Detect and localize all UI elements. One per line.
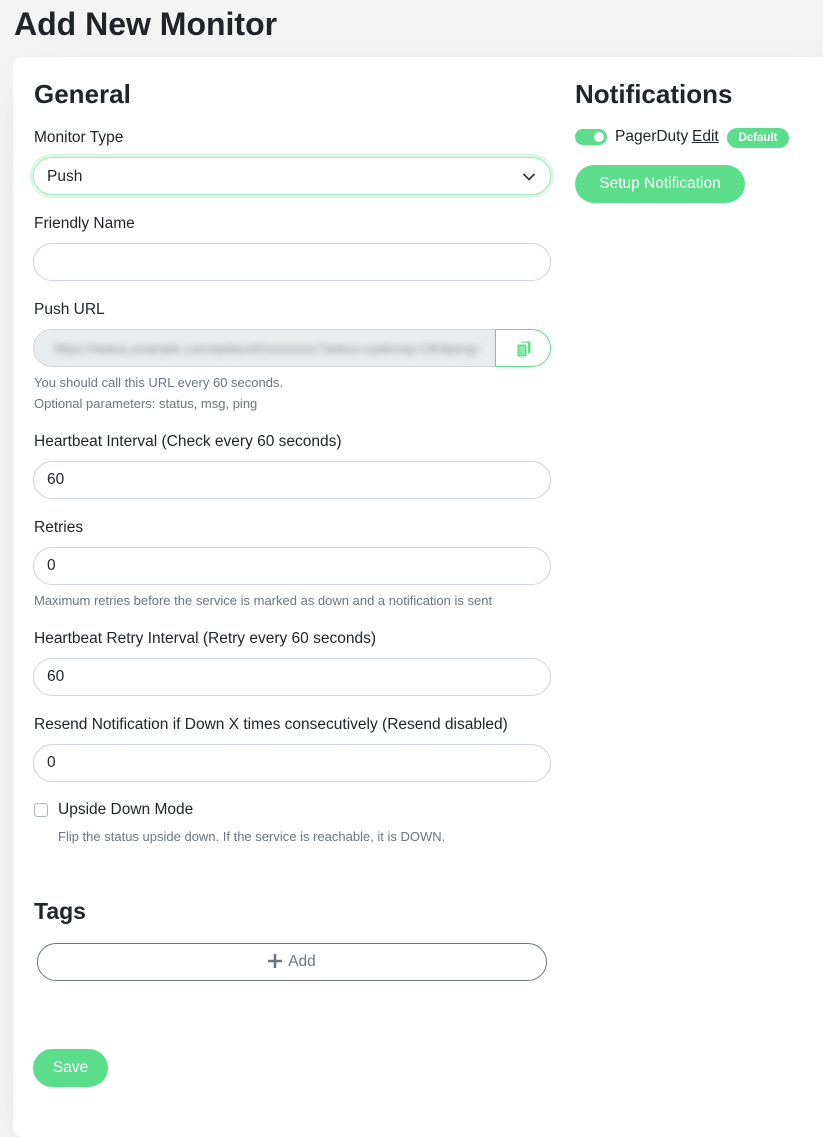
toggle-knob — [594, 132, 604, 142]
push-url-label: Push URL — [34, 301, 105, 318]
push-url-group — [33, 329, 551, 367]
retries-label: Retries — [34, 519, 84, 536]
tags-heading: Tags — [34, 898, 86, 924]
monitor-type-value: Push — [47, 168, 83, 185]
retries-help: Maximum retries before the service is marked as down and a notification is sent — [34, 593, 493, 608]
retry-interval-input[interactable] — [33, 658, 551, 696]
add-tag-button[interactable] — [37, 943, 547, 981]
push-url-value: https://status.example.com/api/push/xxxxxxxx?status=up&msg=OK&ping= — [54, 341, 482, 356]
page-title: Add New Monitor — [14, 6, 278, 42]
heartbeat-interval-input[interactable] — [33, 461, 551, 499]
monitor-type-label: Monitor Type — [34, 129, 124, 146]
monitor-type-select[interactable] — [33, 157, 551, 195]
notifications-heading: Notifications — [575, 79, 733, 109]
friendly-name-input[interactable] — [33, 243, 551, 281]
push-url-input[interactable] — [33, 329, 496, 367]
general-heading: General — [34, 79, 131, 109]
add-tag-label: Add — [288, 953, 316, 970]
push-url-help-line1: You should call this URL every 60 seconds. — [34, 375, 284, 390]
notification-name: PagerDuty — [615, 128, 689, 145]
resend-label: Resend Notification if Down X times consecutively (Resend disabled) — [34, 716, 508, 733]
notification-edit-link[interactable]: Edit — [692, 128, 719, 145]
default-badge: Default — [727, 128, 789, 148]
setup-notification-button[interactable]: Setup Notification — [575, 165, 745, 203]
resend-input[interactable] — [33, 744, 551, 782]
copy-url-button[interactable] — [495, 329, 551, 367]
retry-interval-label: Heartbeat Retry Interval (Retry every 60 seconds) — [34, 630, 376, 647]
copy-icon — [517, 341, 531, 357]
chevron-down-icon — [522, 170, 536, 184]
upside-down-checkbox[interactable] — [34, 803, 48, 817]
upside-down-label[interactable]: Upside Down Mode — [58, 801, 194, 818]
friendly-name-label: Friendly Name — [34, 215, 135, 232]
save-button[interactable]: Save — [33, 1049, 108, 1087]
plus-icon — [268, 954, 282, 968]
pagerduty-toggle[interactable] — [575, 129, 607, 145]
push-url-help-line2: Optional parameters: status, msg, ping — [34, 396, 258, 411]
retries-input[interactable] — [33, 547, 551, 585]
heartbeat-interval-label: Heartbeat Interval (Check every 60 seconds) — [34, 433, 342, 450]
upside-down-help: Flip the status upside down. If the service is reachable, it is DOWN. — [58, 829, 446, 844]
